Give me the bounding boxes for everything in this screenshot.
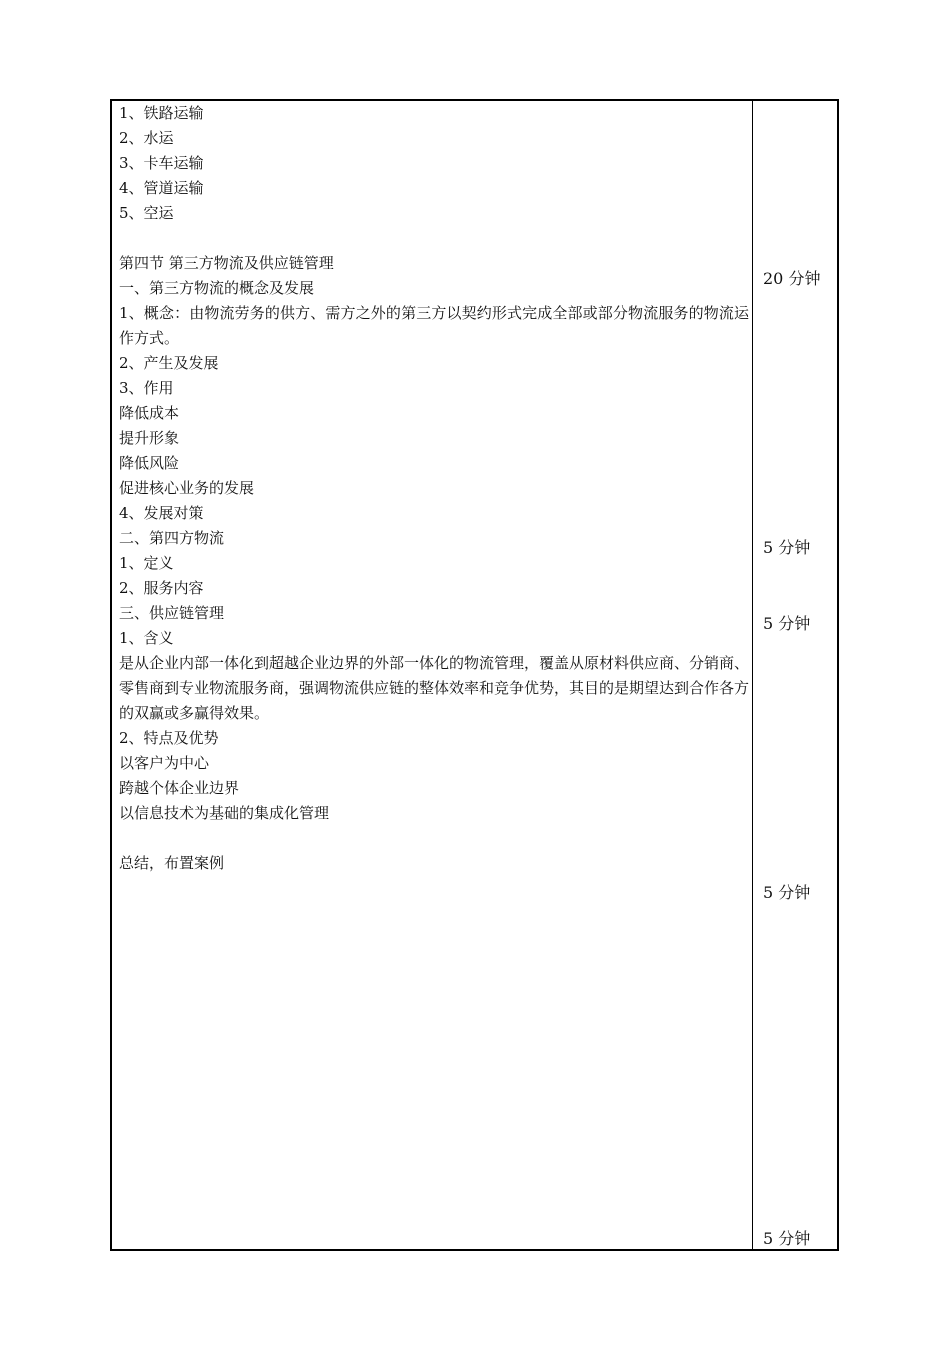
duration-label: 5 分钟 (763, 614, 811, 633)
list-item: 4、管道运输 (119, 179, 204, 197)
services-item: 2、服务内容 (119, 579, 204, 597)
meaning-item: 1、含义 (119, 629, 174, 647)
column-divider (752, 99, 753, 1251)
list-item: 3、卡车运输 (119, 154, 204, 172)
duration-label: 20 分钟 (763, 269, 821, 288)
list-item: 降低成本 (119, 404, 180, 422)
role-item: 3、作用 (119, 379, 174, 397)
duration-label: 5 分钟 (763, 1229, 811, 1248)
list-item: 以信息技术为基础的集成化管理 (119, 804, 330, 822)
list-item: 5、空运 (119, 204, 174, 222)
countermeasures-item: 4、发展对策 (119, 504, 204, 522)
origin-item: 2、产生及发展 (119, 354, 219, 372)
list-item: 降低风险 (119, 454, 180, 472)
list-item: 促进核心业务的发展 (119, 479, 255, 497)
summary-text: 总结，布置案例 (119, 854, 225, 872)
duration-label: 5 分钟 (763, 883, 811, 902)
part3-heading: 三、供应链管理 (119, 604, 225, 622)
spacer (119, 226, 749, 251)
list-item: 2、水运 (119, 129, 174, 147)
spacer (119, 826, 749, 851)
part2-heading: 二、第四方物流 (119, 529, 225, 547)
meaning-text: 是从企业内部一体化到超越企业边界的外部一体化的物流管理，覆盖从原材料供应商、分销商、零售商到专业物流服务商，强调物流供应链的整体效率和竞争优势，其目的是期望达到合作各方的双赢或多赢得效果。 (119, 654, 750, 722)
definition-item: 1、定义 (119, 554, 174, 572)
list-item: 1、铁路运输 (119, 104, 204, 122)
list-item: 提升形象 (119, 429, 180, 447)
section-title: 第四节 第三方物流及供应链管理 (119, 254, 334, 272)
list-item: 以客户为中心 (119, 754, 210, 772)
concept-text: 1、概念：由物流劳务的供方、需方之外的第三方以契约形式完成全部或部分物流服务的物流运作方式。 (119, 304, 749, 347)
part1-heading: 一、第三方物流的概念及发展 (119, 279, 315, 297)
features-item: 2、特点及优势 (119, 729, 219, 747)
duration-label: 5 分钟 (763, 538, 811, 557)
list-item: 跨越个体企业边界 (119, 779, 240, 797)
content-column (119, 101, 749, 876)
